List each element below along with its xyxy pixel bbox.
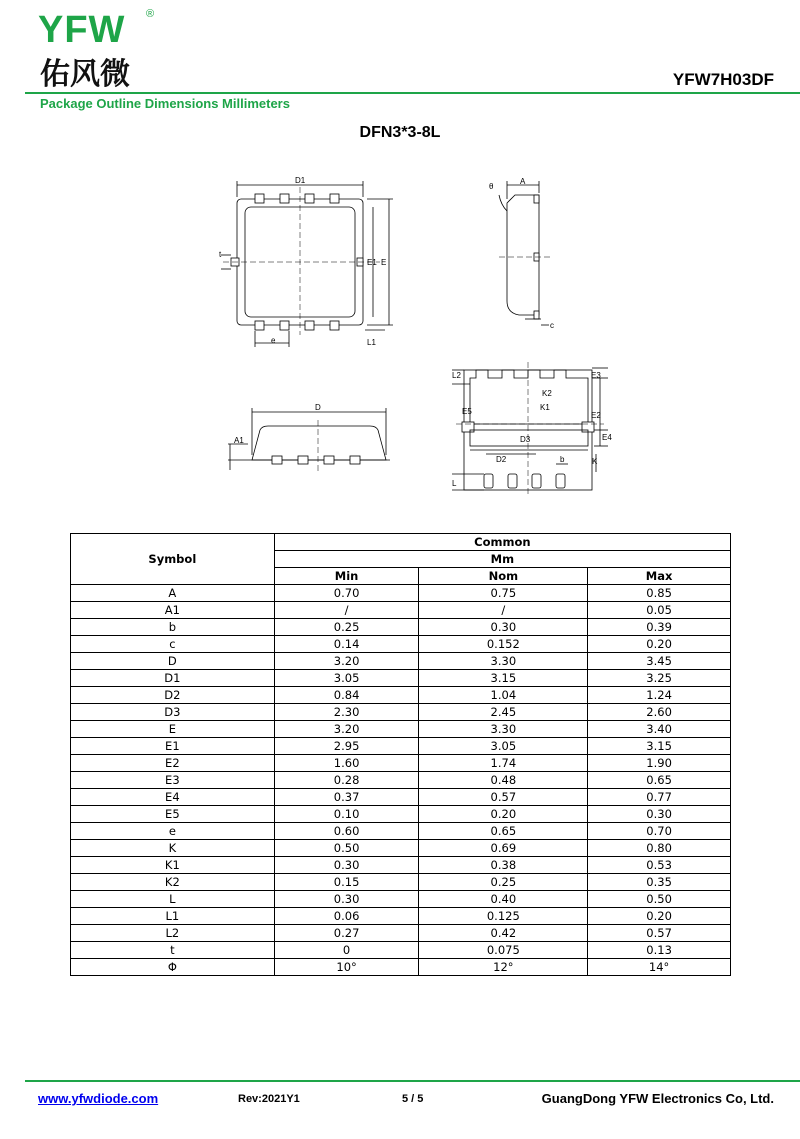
max-cell: 0.50 xyxy=(588,891,731,908)
logo-chinese-name: 佑风微 xyxy=(40,57,130,92)
max-cell: 0.13 xyxy=(588,942,731,959)
label-a1: A1 xyxy=(234,436,244,445)
max-cell: 0.65 xyxy=(588,772,731,789)
min-cell: / xyxy=(274,602,419,619)
nom-cell: 0.152 xyxy=(419,636,588,653)
label-l2: L2 xyxy=(452,371,461,380)
max-cell: 0.70 xyxy=(588,823,731,840)
table-row xyxy=(71,874,731,891)
company-logo xyxy=(38,8,158,94)
label-k1: K1 xyxy=(540,403,550,412)
min-cell: 3.20 xyxy=(274,721,419,738)
symbol-cell: A xyxy=(71,585,275,602)
min-cell: 2.30 xyxy=(274,704,419,721)
table-row xyxy=(71,891,731,908)
label-e2: E2 xyxy=(591,411,601,420)
min-cell: 0.84 xyxy=(274,687,419,704)
side-view-drawing xyxy=(485,175,565,335)
max-cell: 0.39 xyxy=(588,619,731,636)
nom-header: Nom xyxy=(419,568,588,585)
min-cell: 0.27 xyxy=(274,925,419,942)
label-e1: E1 xyxy=(367,258,377,267)
min-cell: 0.60 xyxy=(274,823,419,840)
label-l1: L1 xyxy=(367,338,376,347)
max-cell: 3.25 xyxy=(588,670,731,687)
label-theta: θ xyxy=(489,182,494,191)
table-row xyxy=(71,908,731,925)
nom-cell: 0.57 xyxy=(419,789,588,806)
nom-cell: 0.42 xyxy=(419,925,588,942)
table-row xyxy=(71,585,731,602)
min-cell: 3.05 xyxy=(274,670,419,687)
min-cell: 0 xyxy=(274,942,419,959)
symbol-cell: b xyxy=(71,619,275,636)
nom-cell: 0.075 xyxy=(419,942,588,959)
symbol-cell: Φ xyxy=(71,959,275,976)
symbol-cell: E2 xyxy=(71,755,275,772)
min-header: Min xyxy=(274,568,419,585)
table-row xyxy=(71,772,731,789)
label-c: c xyxy=(550,321,554,330)
min-cell: 0.10 xyxy=(274,806,419,823)
max-cell: 2.60 xyxy=(588,704,731,721)
nom-cell: 1.04 xyxy=(419,687,588,704)
label-e: E xyxy=(381,258,387,267)
min-cell: 3.20 xyxy=(274,653,419,670)
table-row xyxy=(71,619,731,636)
logo-letters: YFW xyxy=(38,9,126,51)
label-l: L xyxy=(452,479,457,488)
symbol-cell: K2 xyxy=(71,874,275,891)
table-row xyxy=(71,806,731,823)
nom-cell: 3.30 xyxy=(419,653,588,670)
symbol-cell: L2 xyxy=(71,925,275,942)
table-row xyxy=(71,840,731,857)
nom-cell: 0.20 xyxy=(419,806,588,823)
table-row xyxy=(71,602,731,619)
symbol-cell: D3 xyxy=(71,704,275,721)
max-cell: 0.85 xyxy=(588,585,731,602)
part-number: YFW7H03DF xyxy=(672,70,774,89)
label-k2: K2 xyxy=(542,389,552,398)
nom-cell: 0.75 xyxy=(419,585,588,602)
nom-cell: 0.40 xyxy=(419,891,588,908)
max-cell: 3.40 xyxy=(588,721,731,738)
min-cell: 10° xyxy=(274,959,419,976)
table-row xyxy=(71,959,731,976)
registered-mark: ® xyxy=(146,8,155,20)
revision: Rev:2021Y1 xyxy=(238,1093,300,1105)
min-cell: 1.60 xyxy=(274,755,419,772)
common-header: Common xyxy=(274,534,730,551)
symbol-cell: e xyxy=(71,823,275,840)
max-cell: 14° xyxy=(588,959,731,976)
max-cell: 0.35 xyxy=(588,874,731,891)
min-cell: 0.15 xyxy=(274,874,419,891)
max-cell: 0.53 xyxy=(588,857,731,874)
nom-cell: 12° xyxy=(419,959,588,976)
symbol-cell: L xyxy=(71,891,275,908)
max-cell: 0.20 xyxy=(588,636,731,653)
symbol-cell: E4 xyxy=(71,789,275,806)
nom-cell: 3.15 xyxy=(419,670,588,687)
table-row xyxy=(71,755,731,772)
table-row xyxy=(71,704,731,721)
label-e4: E4 xyxy=(602,433,612,442)
max-cell: 3.15 xyxy=(588,738,731,755)
top-view-drawing xyxy=(215,175,400,350)
unit-header: Mm xyxy=(274,551,730,568)
label-a: A xyxy=(520,177,526,186)
min-cell: 0.70 xyxy=(274,585,419,602)
label-d1: D1 xyxy=(295,176,306,185)
nom-cell: 0.69 xyxy=(419,840,588,857)
nom-cell: 0.25 xyxy=(419,874,588,891)
max-cell: 0.05 xyxy=(588,602,731,619)
min-cell: 0.14 xyxy=(274,636,419,653)
min-cell: 2.95 xyxy=(274,738,419,755)
table-row xyxy=(71,789,731,806)
max-header: Max xyxy=(588,568,731,585)
symbol-cell: E xyxy=(71,721,275,738)
min-cell: 0.30 xyxy=(274,857,419,874)
min-cell: 0.28 xyxy=(274,772,419,789)
symbol-cell: D1 xyxy=(71,670,275,687)
min-cell: 0.25 xyxy=(274,619,419,636)
max-cell: 0.30 xyxy=(588,806,731,823)
section-title: Package Outline Dimensions Millimeters xyxy=(40,96,290,111)
table-row xyxy=(71,670,731,687)
max-cell: 0.57 xyxy=(588,925,731,942)
table-row xyxy=(71,687,731,704)
max-cell: 1.90 xyxy=(588,755,731,772)
header-divider xyxy=(25,92,800,94)
website-link[interactable]: www.yfwdiode.com xyxy=(38,1091,159,1106)
company-name: GuangDong YFW Electronics Co, Ltd. xyxy=(541,1091,774,1106)
symbol-cell: E1 xyxy=(71,738,275,755)
nom-cell: / xyxy=(419,602,588,619)
nom-cell: 0.30 xyxy=(419,619,588,636)
package-title: DFN3*3-8L xyxy=(359,124,441,141)
label-e-pitch: e xyxy=(271,336,276,345)
symbol-cell: A1 xyxy=(71,602,275,619)
label-d2: D2 xyxy=(496,455,507,464)
symbol-cell: E3 xyxy=(71,772,275,789)
max-cell: 0.20 xyxy=(588,908,731,925)
max-cell: 3.45 xyxy=(588,653,731,670)
table-row xyxy=(71,721,731,738)
table-row xyxy=(71,653,731,670)
nom-cell: 3.05 xyxy=(419,738,588,755)
max-cell: 0.77 xyxy=(588,789,731,806)
page-number: 5 / 5 xyxy=(402,1093,424,1105)
max-cell: 1.24 xyxy=(588,687,731,704)
table-row xyxy=(71,738,731,755)
table-row xyxy=(71,857,731,874)
dimensions-table xyxy=(70,533,731,976)
label-k: K xyxy=(592,457,598,466)
label-e3: E3 xyxy=(591,371,601,380)
symbol-cell: K1 xyxy=(71,857,275,874)
label-e5: E5 xyxy=(462,407,472,416)
min-cell: 0.50 xyxy=(274,840,419,857)
label-b: b xyxy=(560,455,565,464)
table-row xyxy=(71,942,731,959)
label-d3: D3 xyxy=(520,435,531,444)
footer-divider xyxy=(25,1080,800,1082)
nom-cell: 0.38 xyxy=(419,857,588,874)
symbol-cell: D2 xyxy=(71,687,275,704)
nom-cell: 1.74 xyxy=(419,755,588,772)
label-t: t xyxy=(219,250,222,259)
max-cell: 0.80 xyxy=(588,840,731,857)
min-cell: 0.30 xyxy=(274,891,419,908)
symbol-cell: D xyxy=(71,653,275,670)
nom-cell: 3.30 xyxy=(419,721,588,738)
table-row xyxy=(71,925,731,942)
symbol-cell: K xyxy=(71,840,275,857)
table-row xyxy=(71,823,731,840)
symbol-cell: E5 xyxy=(71,806,275,823)
table-row xyxy=(71,636,731,653)
min-cell: 0.37 xyxy=(274,789,419,806)
nom-cell: 2.45 xyxy=(419,704,588,721)
nom-cell: 0.65 xyxy=(419,823,588,840)
symbol-cell: c xyxy=(71,636,275,653)
bottom-view-drawing xyxy=(448,358,613,500)
symbol-header: Symbol xyxy=(71,534,275,585)
symbol-cell: L1 xyxy=(71,908,275,925)
nom-cell: 0.48 xyxy=(419,772,588,789)
front-view-drawing xyxy=(220,400,395,480)
label-d: D xyxy=(315,403,321,412)
table-header-row xyxy=(71,534,731,551)
symbol-cell: t xyxy=(71,942,275,959)
nom-cell: 0.125 xyxy=(419,908,588,925)
min-cell: 0.06 xyxy=(274,908,419,925)
